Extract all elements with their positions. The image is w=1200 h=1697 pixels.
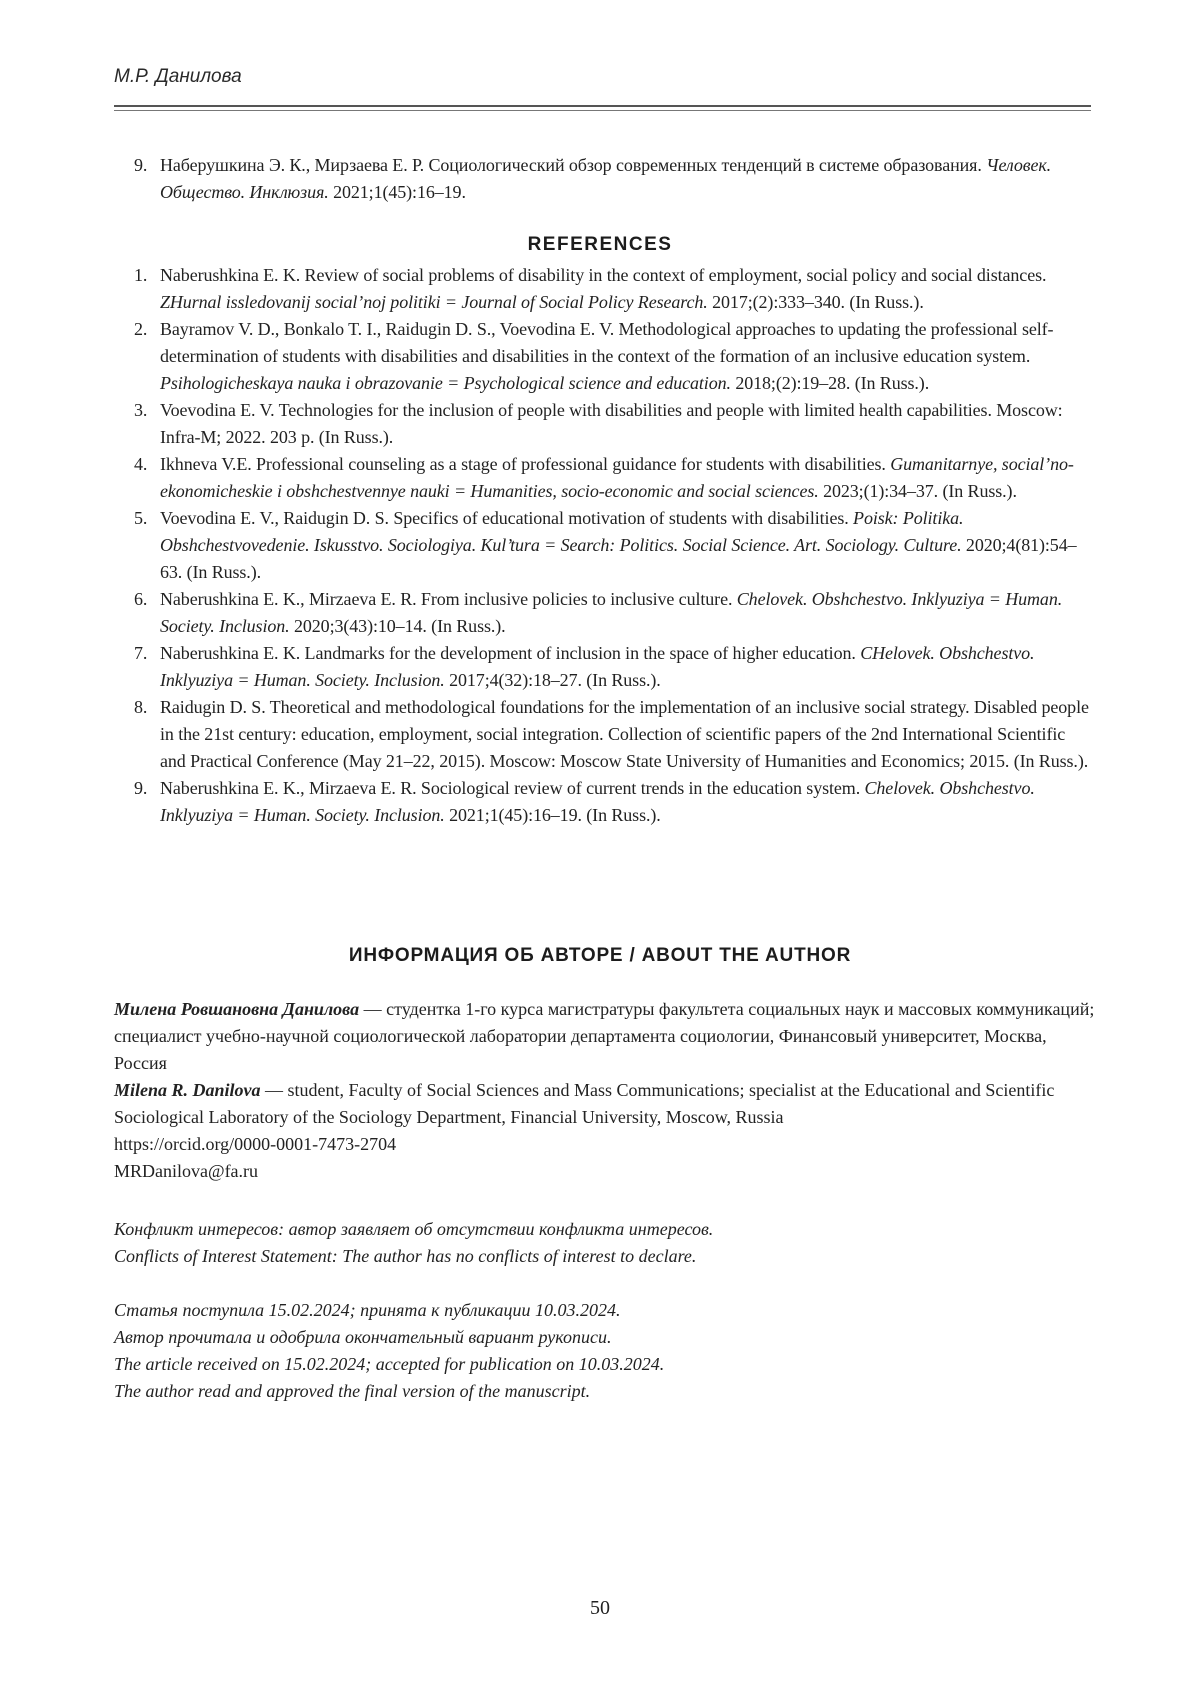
ref-tail: 2021;1(45):16–19. (In Russ.). xyxy=(449,805,661,825)
ref-journal: Gumanitarnye, social’no-ekonomicheskie i obshchestvennye nauki = Humanities, socio-economic and social sciences. xyxy=(160,454,1074,501)
ref-journal: Chelovek. Obshchestvo. Inklyuziya = Human. Society. Inclusion. xyxy=(160,778,1035,825)
ref-number: 4. xyxy=(134,454,148,474)
running-head: М.Р. Данилова xyxy=(114,66,242,87)
ru-reference-item xyxy=(134,152,1092,206)
reference-item xyxy=(134,586,1092,640)
ru-references-tail xyxy=(0,152,1200,206)
author-info xyxy=(114,996,1099,1185)
history-en-approval: The author read and approved the final version of the manuscript. xyxy=(114,1381,591,1401)
references-list xyxy=(0,262,1200,829)
reference-item xyxy=(134,262,1092,316)
ref-number: 1. xyxy=(134,265,148,285)
ref-text: Naberushkina E. K., Mirzaeva E. R. Sociological review of current trends in the education system. xyxy=(160,778,861,798)
reference-item xyxy=(134,640,1092,694)
author-orcid[interactable]: https://orcid.org/0000-0001-7473-2704 xyxy=(114,1134,397,1154)
ref-number: 8. xyxy=(134,697,148,717)
ref-text: Raidugin D. S. Theoretical and methodological foundations for the implementation of an inclusive social strategy. Disabled people in the 21st century: education, employment, social integration. Collection of scientific papers of the 2nd International Scientific and Practical Conference (May 21–22, 2015). Moscow: Moscow State University of Humanities and Economics; 2015. (In Russ.). xyxy=(160,697,1089,771)
reference-item xyxy=(134,316,1092,397)
history-en-dates: The article received on 15.02.2024; accepted for publication on 10.03.2024. xyxy=(114,1354,665,1374)
ref-tail: 2017;4(32):18–27. (In Russ.). xyxy=(449,670,661,690)
ref-text: Naberushkina E. K. Review of social problems of disability in the context of employment, social policy and social distances. xyxy=(160,265,1047,285)
ref-tail: 2018;(2):19–28. (In Russ.). xyxy=(735,373,930,393)
ref-tail: 2020;4(81):54–63. (In Russ.). xyxy=(160,535,1077,582)
header-rule-thick xyxy=(114,105,1091,107)
references-heading: REFERENCES xyxy=(527,234,673,255)
author-bio-ru xyxy=(114,996,1099,1077)
ref-text: Naberushkina E. K. Landmarks for the development of inclusion in the space of higher education. xyxy=(160,643,856,663)
conflict-statement xyxy=(114,1216,1094,1270)
ref-text: Наберушкина Э. К., Мирзаева Е. Р. Социологический обзор современных тенденций в системе образования. xyxy=(160,155,982,175)
ref-journal: Psihologicheskaya nauka i obrazovanie = Psychological science and education. xyxy=(160,373,731,393)
ref-journal: CHelovek. Obshchestvo. Inklyuziya = Human. Society. Inclusion. xyxy=(160,643,1035,690)
ref-tail: 2023;(1):34–37. (In Russ.). xyxy=(823,481,1017,501)
reference-item xyxy=(134,694,1092,775)
ref-number: 6. xyxy=(134,589,148,609)
author-bio-en-text: — student, Faculty of Social Sciences and Mass Communications; specialist at the Educational and Scientific Sociological Laboratory of the Sociology Department, Financial University, Moscow, Russia xyxy=(114,1080,1055,1127)
ref-tail: 2021;1(45):16–19. xyxy=(333,182,466,202)
reference-item xyxy=(134,397,1092,451)
author-name-en: Milena R. Danilova xyxy=(114,1080,261,1100)
ref-tail: 2017;(2):333–340. (In Russ.). xyxy=(712,292,924,312)
history-ru-approval: Автор прочитала и одобрила окончательный вариант рукописи. xyxy=(114,1327,612,1347)
reference-item xyxy=(134,775,1092,829)
author-bio-ru-text: — студентка 1-го курса магистратуры факультета социальных наук и массовых коммуникаций; специалист учебно-научной социологической лаборатории департамента социологии, Финансовый университет, Москва, Россия xyxy=(114,999,1095,1073)
author-email[interactable]: MRDanilova@fa.ru xyxy=(114,1161,259,1181)
ref-text: Naberushkina E. K., Mirzaeva E. R. From inclusive policies to inclusive culture. xyxy=(160,589,733,609)
ref-number: 7. xyxy=(134,643,148,663)
author-name-ru: Милена Ровшановна Данилова xyxy=(114,999,360,1019)
ref-text: Bayramov V. D., Bonkalo T. I., Raidugin D. S., Voevodina E. V. Methodological approaches to updating the professional self-determination of students with disabilities and disabilities in the context of the formation of an inclusive education system. xyxy=(160,319,1054,366)
ref-journal: Человек. Общество. Инклюзия. xyxy=(160,155,1052,202)
conflict-en: Conflicts of Interest Statement: The author has no conflicts of interest to declare. xyxy=(114,1246,697,1266)
ref-journal: Poisk: Politika. Obshchestvovedenie. Iskusstvo. Sociologiya. Kul’tura = Search: Politics. Social Science. Art. Sociology. Culture. xyxy=(160,508,964,555)
history-ru-dates: Статья поступила 15.02.2024; принята к публикации 10.03.2024. xyxy=(114,1300,621,1320)
ref-number: 9. xyxy=(134,778,148,798)
article-history xyxy=(114,1297,1094,1405)
ref-number: 2. xyxy=(134,319,148,339)
ref-number: 5. xyxy=(134,508,148,528)
reference-item xyxy=(134,505,1092,586)
header-rule-thin xyxy=(114,110,1091,111)
ref-number: 3. xyxy=(134,400,148,420)
ref-text: Voevodina E. V., Raidugin D. S. Specifics of educational motivation of students with disabilities. xyxy=(160,508,849,528)
ref-number: 9. xyxy=(134,155,148,175)
ref-journal: Chelovek. Obshchestvo. Inklyuziya = Human. Society. Inclusion. xyxy=(160,589,1063,636)
ref-text: Ikhneva V.E. Professional counseling as a stage of professional guidance for students with disabilities. xyxy=(160,454,886,474)
reference-item xyxy=(134,451,1092,505)
ref-journal: ZHurnal issledovanij social’noj politiki = Journal of Social Policy Research. xyxy=(160,292,708,312)
author-info-heading: ИНФОРМАЦИЯ ОБ АВТОРЕ / ABOUT THE AUTHOR xyxy=(348,945,852,966)
ref-text: Voevodina E. V. Technologies for the inclusion of people with disabilities and people with limited health capabilities. Moscow: Infra-M; 2022. 203 p. (In Russ.). xyxy=(160,400,1063,447)
ref-tail: 2020;3(43):10–14. (In Russ.). xyxy=(293,616,506,636)
page-number: 50 xyxy=(590,1597,610,1619)
author-bio-en xyxy=(114,1077,1099,1131)
conflict-ru: Конфликт интересов: автор заявляет об отсутствии конфликта интересов. xyxy=(114,1219,714,1239)
